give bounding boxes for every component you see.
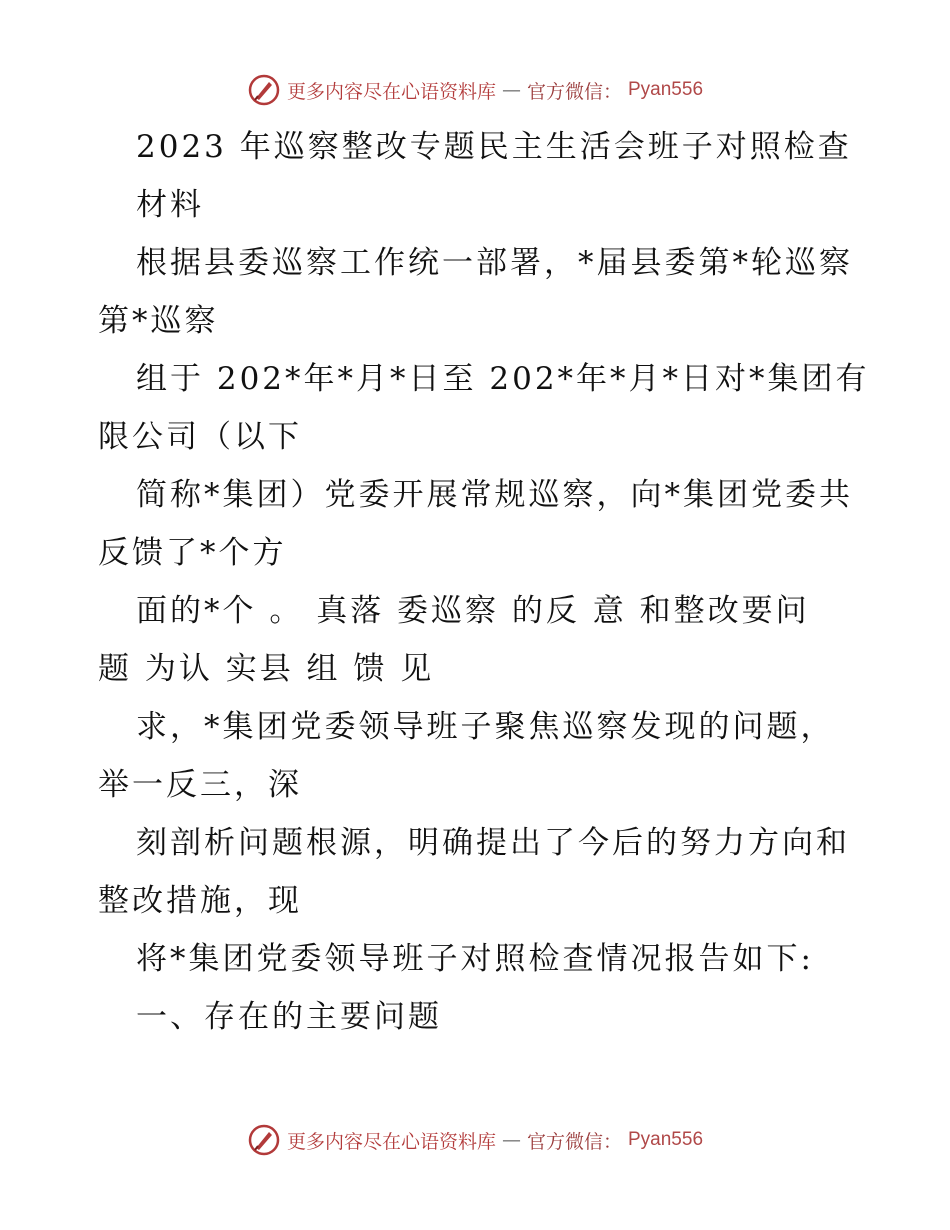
document-title-line-2: 材料 — [136, 187, 204, 223]
banner-wechat-label: 官方微信： — [526, 80, 622, 103]
paragraph-line: 限公司（以下 — [98, 419, 302, 455]
quill-logo-icon — [247, 73, 281, 107]
banner-text: 更多内容尽在心语资料库 — [286, 80, 496, 103]
paragraph-line: 题 为认 实县 组 馈 见 — [98, 651, 435, 687]
paragraph-line: 面的*个 。 真落 委巡察 的反 意 和整改要问 — [136, 593, 810, 629]
section-heading: 一、存在的主要问题 — [136, 999, 442, 1035]
document-title-line-1: 2023 年巡察整改专题民主生活会班子对照检查 — [136, 129, 852, 165]
document-body — [98, 118, 870, 1046]
banner-wechat-id: Pyan556 — [628, 1129, 704, 1150]
paragraph-line: 简称*集团）党委开展常规巡察，向*集团党委共 — [136, 477, 853, 513]
banner-wechat-id: Pyan556 — [628, 79, 704, 100]
paragraph-line: 举一反三，深 — [98, 767, 302, 803]
paragraph-line: 整改措施，现 — [98, 883, 302, 919]
paragraph-line: 求，*集团党委领导班子聚焦巡察发现的问题， — [136, 709, 835, 745]
quill-logo-icon — [247, 1123, 281, 1157]
banner-wechat-label: 官方微信： — [526, 1130, 622, 1153]
paragraph-line: 刻剖析问题根源，明确提出了今后的努力方向和 — [136, 825, 850, 861]
paragraph-line: 组于 202*年*月*日至 202*年*月*日对*集团有 — [136, 361, 870, 397]
paragraph-line: 根据县委巡察工作统一部署，*届县委第*轮巡察 — [136, 245, 853, 281]
paragraph-line: 反馈了*个方 — [98, 535, 287, 571]
banner-separator: — — [501, 1129, 521, 1151]
banner-text: 更多内容尽在心语资料库 — [286, 1130, 496, 1153]
banner-separator: — — [501, 79, 521, 101]
footer-banner — [0, 1120, 950, 1160]
paragraph-line: 第*巡察 — [98, 303, 219, 339]
paragraph-line: 将*集团党委领导班子对照检查情况报告如下: — [136, 941, 814, 977]
header-banner — [0, 70, 950, 110]
